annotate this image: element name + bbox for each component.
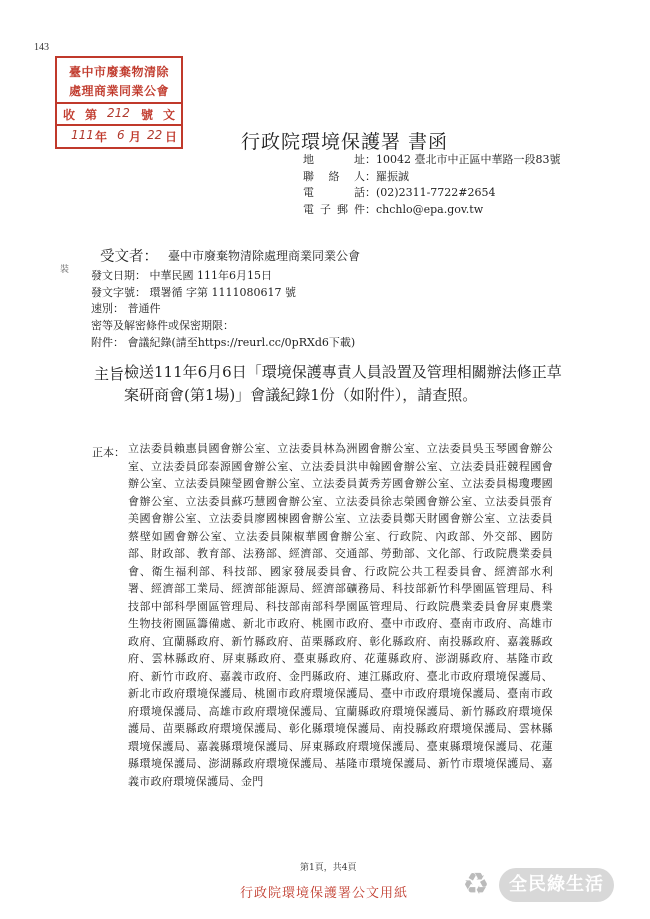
stamp-label: 文 [163,108,176,122]
stamp-year: 111 [71,128,94,142]
contact-email: 電子郵件：chchlo@epa.gov.tw [303,202,484,216]
issue-date: 發文日期： 中華民國 111年6月15日 [91,269,272,282]
binding-mark: 裝 [60,265,70,275]
stamp-month: 6 [117,128,125,142]
stamp-org-line2: 處理商業同業公會 [68,84,169,98]
contact-address: 地 址：10042 臺北市中正區中華路一段83號 [303,153,561,166]
subject-label: 主旨： [94,365,140,383]
contact-phone: 電 話：(02)2311-7722#2654 [303,186,496,199]
stamp-label: 月 [129,130,142,144]
green-life-logo [455,868,615,902]
stamp-number-row [57,102,181,124]
footer-page-count: 第1頁，共4頁 [300,863,357,873]
footer-paper-label: 行政院環境保護署公文用紙 [240,886,409,901]
recipient-value: 臺中市廢棄物清除處理商業同業公會 [168,249,361,263]
logo-text: 全民綠生活 [499,868,614,902]
cc-text: 立法委員賴惠員國會辦公室、立法委員林為洲國會辦公室、立法委員吳玉琴國會辦公室、立法委員邱泰源國會辦公室、立法委員洪申翰國會辦公室、立法委員莊競程國會辦公室、立法委員陳瑩國會辦公室、立法委員黃秀芳國會辦公室、立法委員楊瓊瓔國會辦公室、立法委員蘇巧慧國會辦公室、立法委員徐志榮國會辦公室、立法委員張育美國會辦公室、立法委員廖國棟國會辦公室、立法委員鄭天財國會辦公室、立法委員蔡壁如國會辦公室、立法委員陳椒華國會辦公室、行政院、內政部、外交部、國防部、財政部、教育部、法務部、經濟部、交通部、勞動部、文化部、行政院農業委員會、衛生福利部、科技部、國家發展委員會、行政院公共工程委員會、經濟部水利署、經濟部工業局、經濟部能源局、經濟部礦務局、科技部新竹科學園區管理局、科技部中部科學園區管理局、科技部南部科學園區管理局、行政院農業委員會屏東農業生物技術園區籌備處、新北市政府、桃園市政府、臺中市政府、臺南市政府、高雄市政府、宜蘭縣政府、新竹縣政府、苗栗縣政府、彰化縣政府、南投縣政府、嘉義縣政府、雲林縣政府、屏東縣政府、臺東縣政府、花蓮縣政府、澎湖縣政府、基隆市政府、新竹市政府、嘉義市政府、金門縣政府、連江縣政府、臺北市政府環境保護局、新北市政府環境保護局、桃園市政府環境保護局、臺中市政府環境保護局、臺南市政府環境保護局、高雄市政府環境保護局、宜蘭縣政府環境保護局、新竹縣政府環境保護局、苗栗縣政府環境保護局、彰化縣環境保護局、南投縣政府環境保護局、雲林縣環境保護局、嘉義縣環境保護局、屏東縣政府環境保護局、臺東縣環境保護局、花蓮縣環境保護局、澎湖縣政府環境保護局、基隆市環境保護局、新竹市環境保護局、嘉義市政府環境保護局、金門 [128,442,553,788]
document-meta [91,268,355,352]
stamp-label: 年 [95,130,108,144]
stamp-label: 號 [141,108,154,122]
recycle-icon: ♻ [462,867,490,902]
contact-person: 聯 絡 人：羅振誠 [303,169,409,183]
received-stamp [55,56,183,149]
document-title: 行政院環境保護署 書函 [241,131,449,153]
page-number: 143 [34,42,49,53]
stamp-org-line1: 臺中市廢棄物清除 [68,65,169,79]
document-number: 發文字號： 環署循 字第 1111080617 號 [91,285,296,299]
stamp-date-row [57,124,181,146]
security-level: 密等及解密條件或保密期限： [91,319,234,333]
recipient-label: 受文者： [100,249,158,265]
delivery-speed: 速別： 普通件 [91,302,161,316]
stamp-label: 收 [63,108,76,122]
stamp-day: 22 [147,128,163,142]
stamp-label: 日 [165,130,178,144]
stamp-label: 第 [85,108,98,122]
contact-block [303,152,561,218]
subject-text: 檢送111年6月6日「環境保護專責人員設置及管理相關辦法修正草案研商會(第1場)」會議紀錄1份（如附件），請查照。 [124,363,562,404]
cc-label: 正本： [92,446,125,459]
stamp-number: 212 [107,106,130,120]
attachment: 附件： 會議紀錄(請至https://reurl.cc/0pRXd6下載) [91,335,356,349]
